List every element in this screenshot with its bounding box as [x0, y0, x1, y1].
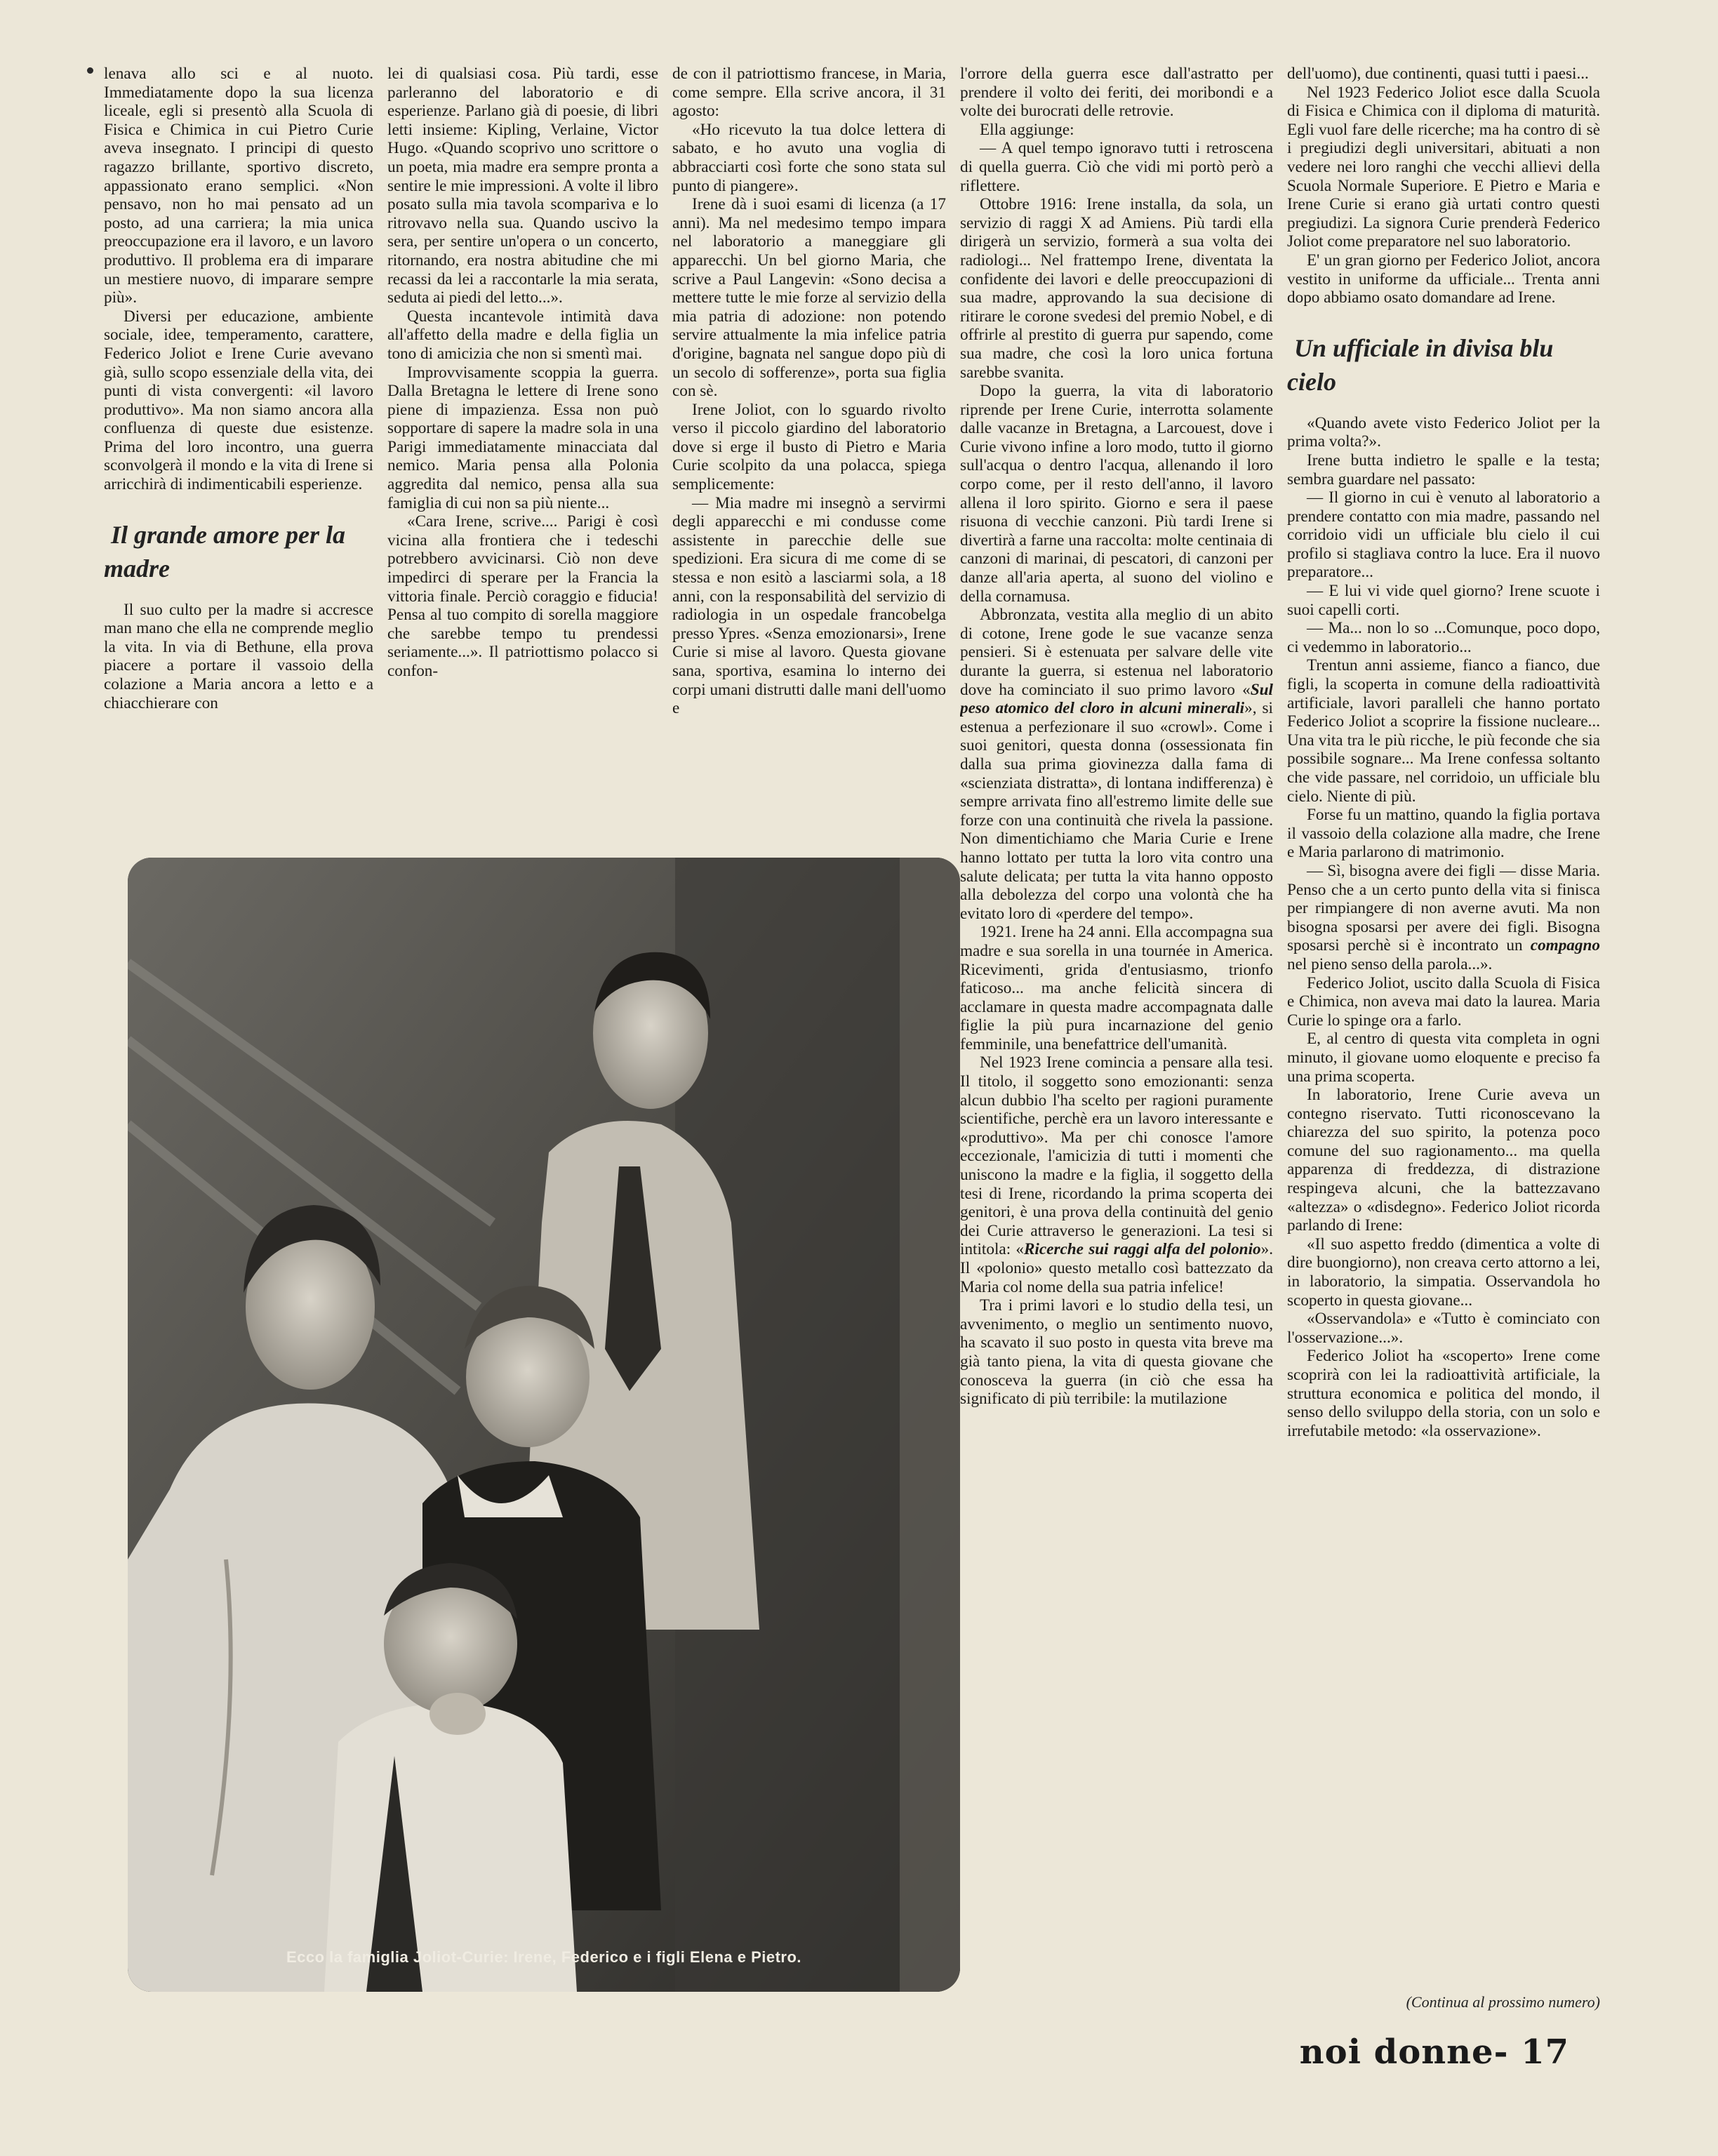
- work-title: Sul peso atomico del cloro in alcuni minerali: [960, 680, 1273, 718]
- paragraph: Irene Joliot, con lo sguardo rivolto verso il piccolo giardino del laboratorio dove si erge il busto di Pietro e Maria Curie scolpito da una polacca, spiega semplicemente:: [672, 400, 946, 494]
- photo-illustration: [128, 858, 960, 1992]
- paragraph: E, al centro di questa vita completa in ogni minuto, il giovane uomo eloquente e preciso fa una prima scoperta.: [1287, 1030, 1600, 1086]
- paragraph: de con il patriottismo francese, in Maria, come sempre. Ella scrive ancora, il 31 agosto:: [672, 65, 946, 121]
- paragraph: dell'uomo), due continenti, quasi tutti i paesi...: [1287, 65, 1589, 83]
- paragraph: «Quando avete visto Federico Joliot per la prima volta?».: [1287, 413, 1600, 451]
- paragraph: Questa incantevole intimità dava all'affetto della madre e della figlia un tono di amicizia che non si smentì mai.: [387, 307, 658, 363]
- text-run: », si estenua a perfezionare il suo «crowl». Come i suoi genitori, questa donna (ossessionata fin dalla sua prima giovinezza dalla fama di «scienziata distratta», di lontana indifferenza) è sempre arrivata fino all'estremo limite delle sue forze con una continuità che rivela la passione. Non dimentichiamo che Maria Curie e Irene hanno lottato per tutta la loro vita contro una salute delicata; per tutta la vita hanno opposto alla debolezza del corpo una volontà che ha evitato loro di «perdere del tempo».: [960, 699, 1273, 923]
- paragraph: Tra i primi lavori e lo studio della tesi, un avvenimento, o meglio un sentimento nuovo, ha scavato il suo posto in questa vita breve ma già tanto piena, la vita di questa giovane che conosceva la guerra (in ciò che essa ha significato di più terribile: la mutilazione: [960, 1296, 1273, 1409]
- emphasis: compagno: [1530, 936, 1600, 955]
- paragraph: — Mia madre mi insegnò a servirmi degli apparecchi e mi condusse come assistente in parecchie delle sue spedizioni. Era sicura di me come di se stessa e non esitò a lasciarmi sola, a 18 anni, con la responsabilità del servizio di radiologia in un ospedale francobelga presso Ypres. «Senza emozionarsi», Irene Curie si mise al lavoro. Questa giovane sana, sportiva, esamina lo interno dei corpi umani distrutti dalle mani dell'uomo e: [672, 493, 946, 718]
- page-footer: [1300, 2032, 1569, 2072]
- text-run: ». Il «polonio» questo metallo così battezzato da Maria col nome della sua patria infelice!: [960, 1240, 1273, 1296]
- paragraph: [1287, 862, 1600, 974]
- text-run: Abbronzata, vestita alla meglio di un abito di cotone, Irene gode le sue vacanze senza pensieri. Si è estenuata per salvare delle vite durante la guerra, si estenua nel laboratorio dove ha cominciato il suo primo lavoro «: [960, 606, 1273, 699]
- article-column-2: [387, 65, 658, 842]
- section-heading: Il grande amore per la madre: [104, 520, 346, 583]
- paragraph: — A quel tempo ignoravo tutti i retroscena di quella guerra. Ciò che vidi mi portò però a riflettere.: [960, 139, 1273, 195]
- paragraph: Irene butta indietro le spalle e la testa; sembra guardare nel passato:: [1287, 451, 1600, 488]
- paragraph: Federico Joliot ha «scoperto» Irene come scoprirà con lei la radioattività artificiale, la struttura economica e politica del mondo, il senso dello sviluppo della storia, con un solo e irrefutabile metodo: «la osservazione».: [1287, 1347, 1600, 1440]
- paragraph: «Il suo aspetto freddo (dimentica a volte di dire buongiorno), non creava certo attorno a lei, in laboratorio, la simpatia. Osservandola ho scoperto in questa giovane...: [1287, 1235, 1600, 1310]
- paragraph: lenava allo sci e al nuoto. Immediatamente dopo la sua licenza liceale, egli si presentò alla Scuola di Fisica e Chimica in cui Pietro Curie aveva insegnato. I principi di questo ragazzo brillante, sportivo discreto, appassionato erano semplici. «Non pensavo, non ho mai pensato ad un posto, ad una carriera; la mia unica preoccupazione era il lavoro, e un lavoro produttivo. Il problema era di imparare un mestiere nuovo, di imparare sempre più».: [104, 65, 373, 307]
- paragraph: [960, 1053, 1273, 1296]
- thesis-title: Ricerche sui raggi alfa del polonio: [1023, 1240, 1261, 1259]
- paragraph: Irene dà i suoi esami di licenza (a 17 anni). Ma nel medesimo tempo impara nel laboratorio a maneggiare gli apparecchi. Un bel giorno Maria, che scrive a Paul Langevin: «Sono decisa a mettere tutte le mie forze al servizio della mia patria di adozione: non potendo servire attualmente la mia infelice patria d'origine, bagnata nel sangue dopo più di un secolo di sofferenze», porta sua figlia con sè.: [672, 195, 946, 401]
- paragraph: «Ho ricevuto la tua dolce lettera di sabato, e ho avuto una voglia di abbracciarti così forte che sono stata sul punto di piangere».: [672, 120, 946, 195]
- continued-note: (Continua al prossimo numero): [1406, 1993, 1600, 2011]
- family-photo: [128, 858, 960, 1992]
- text-run: — Sì, bisogna avere dei figli — disse Maria. Penso che a un certo punto della vita si finisca per rimpiangere di non averne avuti. Ma non bisogna sposarsi per avere dei figli. Bisogna sposarsi perchè si è incontrato un: [1287, 861, 1600, 955]
- page-number: - 17: [1493, 2032, 1569, 2072]
- paragraph: Ottobre 1916: Irene installa, da sola, un servizio di raggi X ad Amiens. Più tardi ella dirigerà un servizio, formerà a sua volta dei radiologi... Nel frattempo Irene, diventata la confidente dei lavori e delle preoccupazioni di sua madre, approvando la sua decisione di ritirare le corone svedesi del premio Nobel, e di offrirle al prestito di guerra pur sapendo, come sua madre, che così la loro unica fortuna sarebbe svanita.: [960, 195, 1273, 382]
- paragraph: lei di qualsiasi cosa. Più tardi, esse parleranno del laboratorio e di esperienze. Parlano già di poesie, di libri letti insieme: Kipling, Verlaine, Victor Hugo. «Quando scoprivo uno scrittore o un poeta, mia madre era sempre pronta a sentire le mie impressioni. A volte il libro posato sulla mia tavola scompariva e lo ritrovavo nella sua. Quando uscivo la sera, per sentire un'opera o un concerto, ritornando, era nostra abitudine che mi recassi da lei a raccontarle la mia serata, seduta ai piedi del letto...».: [387, 65, 658, 307]
- paragraph: l'orrore della guerra esce dall'astratto per prendere il volto dei feriti, dei moribondi e a volte dei burocrati delle retrovie.: [960, 65, 1273, 121]
- paragraph: «Cara Irene, scrive.... Parigi è così vicina alla frontiera che i tedeschi potrebbero avvicinarsi. Ciò non deve impedirci di sperare per la Francia la vittoria finale. Perciò coraggio e fiducia! Pensa al tuo compito di sorella maggiore che sarebbe tempo tu prendessi seriamente...». Il patriottismo polacco si confon-: [387, 512, 658, 680]
- paragraph: Dopo la guerra, la vita di laboratorio riprende per Irene Curie, interrotta solamente dalle vacanze in Bretagna, a Larcouest, dove i Curie vivono infine a loro modo, tutto il giorno sull'acqua o dentro l'acqua, allenando il loro corpo come, per il resto dell'anno, il lavoro allena il loro spirito. Giorno e sera il paese risuona di vecchie canzoni. Più tardi Irene si divertirà a farne una raccolta: molte centinaia di canzoni di marinai, di pescatori, di canzoni per danze all'aria aperta, al suono del violino e della cornamusa.: [960, 382, 1273, 606]
- section-heading: Un ufficiale in divisa blu cielo: [1287, 333, 1554, 396]
- article-column-1: [104, 65, 373, 842]
- magazine-name: noi donne: [1299, 2032, 1494, 2072]
- paragraph: Il suo culto per la madre si accresce man mano che ella ne comprende meglio la vita. In via di Bethune, ella prova piacere a portare il vassoio della colazione a Maria ancora a letto e a chiacchierare con: [104, 600, 373, 712]
- article-column-5: [1287, 65, 1600, 2016]
- paragraph: [960, 606, 1273, 923]
- paragraph: Improvvisamente scoppia la guerra. Dalla Bretagna le lettere di Irene sono piene di impazienza. Essa non può sopportare di sapere la madre sola in una Parigi immediatamente minacciata dal nemico. Maria pensa alla Polonia aggredita dal nemico, pensa alla sua famiglia di cui non sa più niente...: [387, 363, 658, 512]
- paragraph: Ella aggiunge:: [980, 120, 1074, 139]
- paragraph: — E lui vi vide quel giorno? Irene scuote i suoi capelli corti.: [1287, 582, 1600, 619]
- text-run: nel pieno senso della parola...».: [1287, 954, 1493, 973]
- paragraph: Diversi per educazione, ambiente sociale, idee, temperamento, carattere, Federico Joliot e Irene Curie avevano già, sullo scopo essenziale della vita, dei punti di vista convergenti: «il lavoro produttivo». Ma non siamo ancora alla confluenza di queste due esistenze. Prima del loro incontro, una guerra sconvolgerà il mondo e la vita di Irene si arricchirà di indimenticabili esperienze.: [104, 307, 373, 494]
- paragraph: — Ma... non lo so ...Comunque, poco dopo, ci vedemmo in laboratorio...: [1287, 619, 1600, 656]
- paragraph: E' un gran giorno per Federico Joliot, ancora vestito in uniforme da ufficiale... Trenta anni dopo abbiamo osato domandare ad Irene.: [1287, 251, 1600, 307]
- paragraph: Federico Joliot, uscito dalla Scuola di Fisica e Chimica, non aveva mai dato la laurea. Maria Curie lo spinge ora a farlo.: [1287, 973, 1600, 1030]
- photo-caption: Ecco la famiglia Joliot-Curie: Irene, Federico e i figli Elena e Pietro.: [286, 1948, 802, 1966]
- paragraph: Nel 1923 Federico Joliot esce dalla Scuola di Fisica e Chimica con il diploma di maturità. Egli vuol fare delle ricerche; ma ha contro di sè i pregiudizi degli universitari, abituati a non vedere nei loro ranghi che vecchi allievi della Scuola Normale Superiore. E Pietro e Maria e Irene Curie si erano già urtati contro questi pregiudizi. La signora Curie prenderà Federico Joliot come preparatore nel suo laboratorio.: [1287, 83, 1600, 251]
- paragraph: «Osservandola» e «Tutto è cominciato con l'osservazione...».: [1287, 1310, 1600, 1347]
- bullet-mark: [87, 67, 93, 74]
- article-column-3: [672, 65, 946, 842]
- article-column-4: [960, 65, 1273, 2044]
- paragraph: Trentun anni assieme, fianco a fianco, due figli, la scoperta in comune della radioattività artificiale, lavori paralleli che hanno portato Federico Joliot a scoprire la fissione nucleare... Una vita tra le più ricche, le più feconde che sia possibile sognare... Ma Irene confessa soltanto che vide passare, nel corridoio, un ufficiale blu cielo. Niente di più.: [1287, 656, 1600, 806]
- paragraph: — Il giorno in cui è venuto al laboratorio a prendere contatto con mia madre, passando nel corridoio vidi un ufficiale blu cielo il cui profilo si stagliava contro la luce. Era il nuovo preparatore...: [1287, 488, 1600, 582]
- paragraph: 1921. Irene ha 24 anni. Ella accompagna sua madre e sua sorella in una tournée in America. Ricevimenti, grida d'entusiasmo, trionfo faticoso... ma anche felicità sincera di acclamare in questa madre accompagnata dalle figlie la più pura incarnazione del genio femminile, una benefattrice dell'umanità.: [960, 923, 1273, 1053]
- text-run: Nel 1923 Irene comincia a pensare alla tesi. Il titolo, il soggetto sono emozionanti: senza alcun dubbio l'ha scelto per ragioni puramente scientifiche, perchè era un lavoro interessante e «produttivo». Ma per chi conosce l'amore eccezionale, l'amicizia di tutti i momenti che uniscono la madre e la figlia, il soggetto della tesi di Irene, ricordando la prima scoperta dei genitori, è una prova della continuità del genio dei Curie attraverso le generazioni. La tesi si intitola: «: [960, 1053, 1273, 1259]
- paragraph: In laboratorio, Irene Curie aveva un contegno riservato. Tutti riconoscevano la chiarezza del suo spirito, la potenza poco comune del suo ragionamento... ma quella apparenza di freddezza, di distrazione respingeva alcuni, che la battezzavano «altezza» o «disdegno». Federico Joliot ricorda parlando di Irene:: [1287, 1086, 1600, 1235]
- paragraph: Forse fu un mattino, quando la figlia portava il vassoio della colazione alla madre, che Irene e Maria parlarono di matrimonio.: [1287, 806, 1600, 862]
